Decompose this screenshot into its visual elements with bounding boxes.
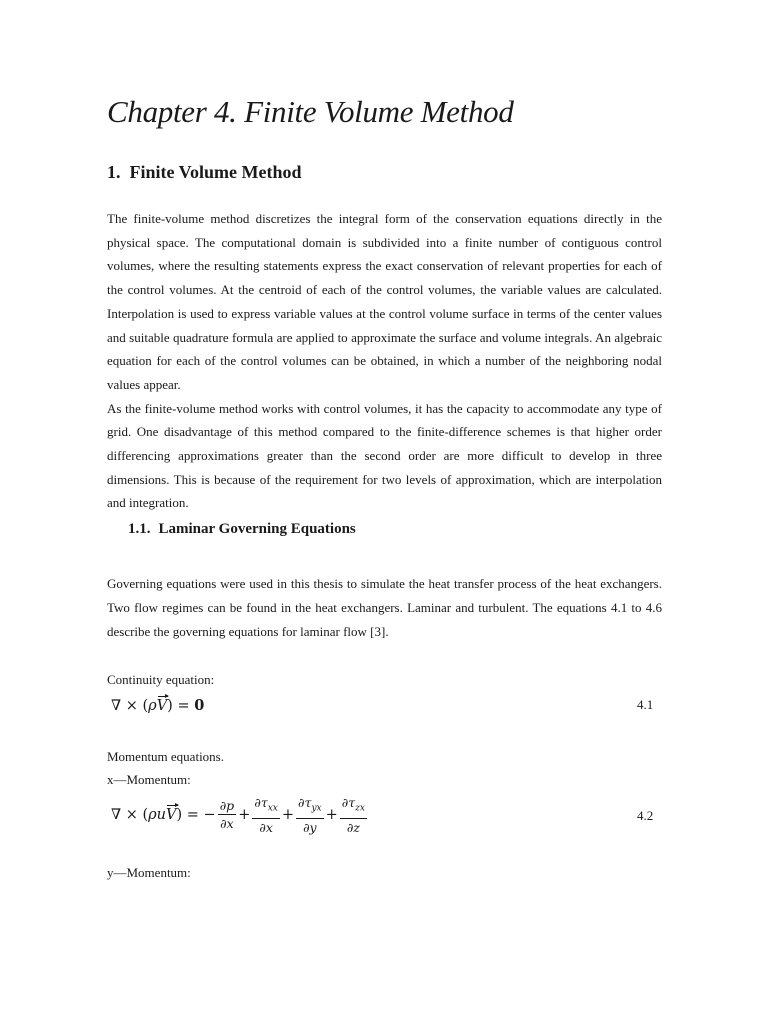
equation-number: 4.2 [637, 808, 654, 823]
paragraph: As the finite-volume method works with control volumes, it has the capacity to accommodate any type of grid. One disadvantage of this method compared to the finite-difference schemes is that higher order differencing approximations greater than the second order are more difficult to develop in three dimensions. This is because of the requirement for two levels of approximation, which are interpolation and integration. [107, 400, 662, 511]
subsection-body [107, 572, 662, 644]
paragraph: The finite-volume method discretizes the integral form of the conservation equations directly in the physical space. The computational domain is subdivided into a finite number of contiguous control volumes, where the resulting statements express the exact conservation of relevant properties for each of the control volumes. At the centroid of each of the control volumes, the variable values are calculated. Interpolation is used to express variable values at the control volume surface in terms of the center values and suitable quadrature formula are applied to approximate the surface and volume integrals. An algebraic equation for each of the control volumes can be obtained, in which a number of the neighboring nodal values appear. [107, 211, 662, 392]
section-number: 1. [107, 162, 121, 182]
momentum-label: Momentum equations. [107, 749, 224, 764]
equation-number: 4.1 [637, 697, 654, 712]
subsection-heading [128, 521, 356, 538]
chapter-title: Chapter 4. Finite Volume Method [107, 94, 514, 129]
x-momentum-label: x—Momentum: [107, 772, 191, 787]
continuity-equation: ∇ × (ρV) = 0 [111, 697, 205, 714]
section-title: Finite Volume Method [129, 162, 302, 182]
x-momentum-equation: ∇ × (ρuV) = − $\frac{\partial p}{\partial x}$ + $\frac{\partial\tau_{xx}}{\partial x}$ + $\frac{\partial\tau_{yx}}{\partial y}$ + $\frac{\partial\tau_{zx}}{\partial z}$ [111, 795, 365, 835]
subsection-title: Laminar Governing Equations [158, 521, 356, 537]
continuity-label: Continuity equation: [107, 672, 215, 687]
section-heading [107, 162, 302, 183]
paragraph: Governing equations were used in this thesis to simulate the heat transfer process of the heat exchangers. Two flow regimes can be found in the heat exchangers. Laminar and turbulent. The equations 4.1 to 4.6 describe the governing equations for laminar flow [3]. [107, 576, 662, 639]
y-momentum-label: y—Momentum: [107, 865, 191, 880]
section-body [107, 207, 662, 515]
subsection-number: 1.1. [128, 521, 151, 537]
